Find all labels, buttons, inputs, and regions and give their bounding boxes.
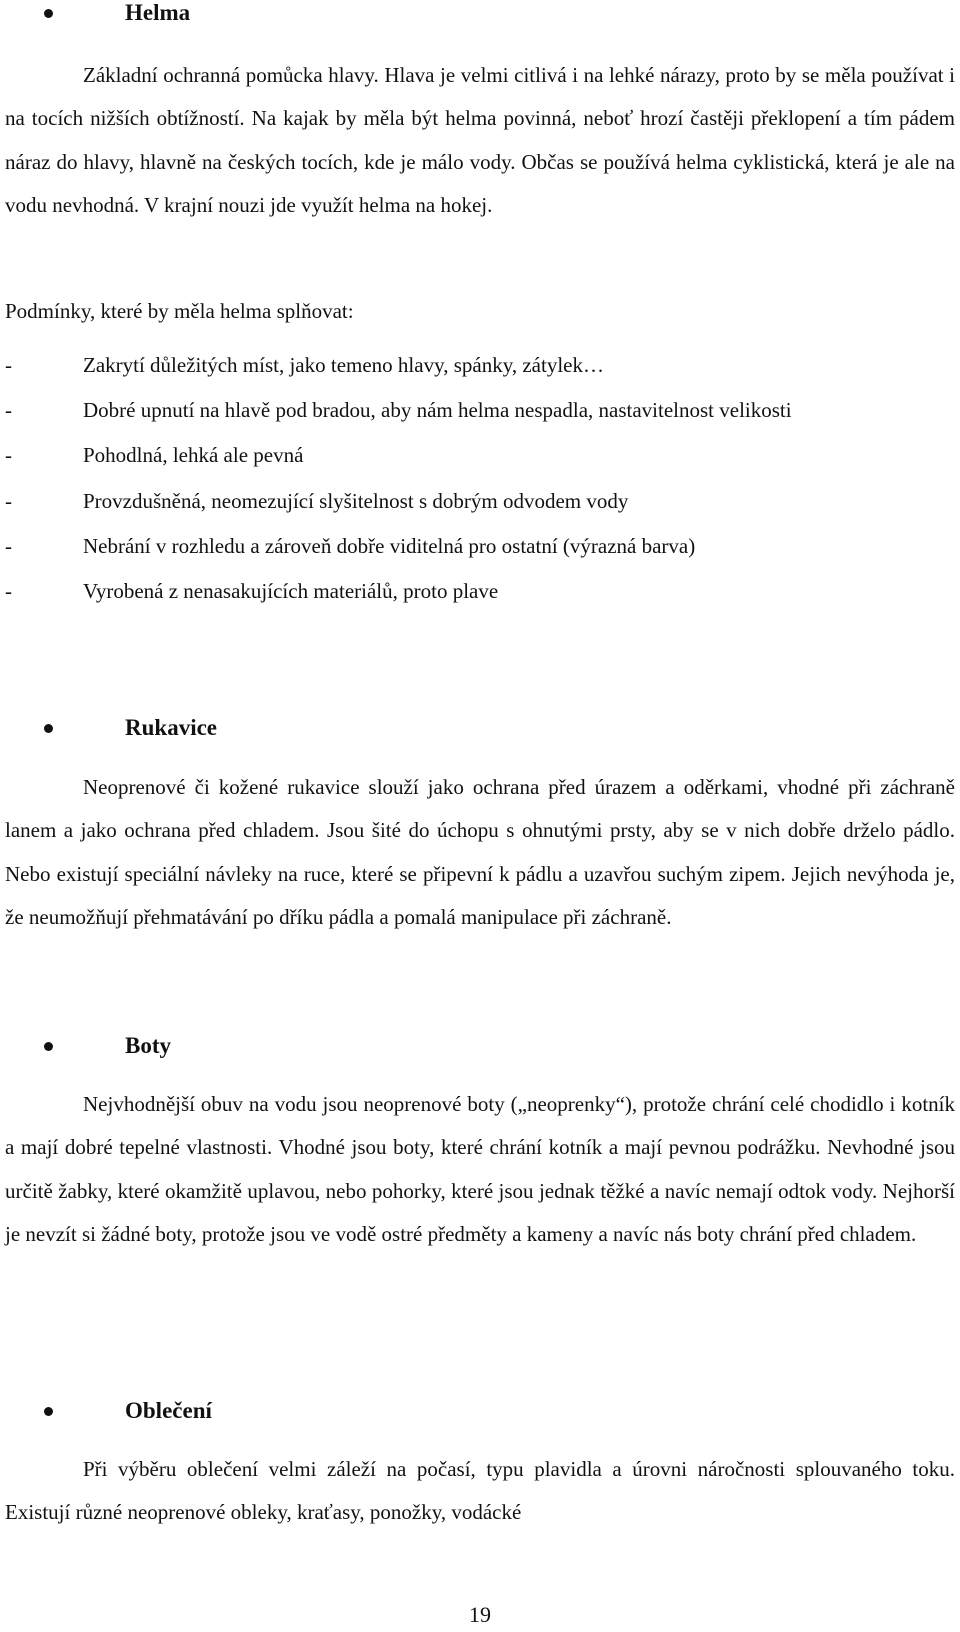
bullet-icon: [44, 1042, 53, 1051]
dash-icon: -: [5, 398, 12, 423]
heading-text: Rukavice: [125, 715, 217, 740]
list-item: - Vyrobená z nenasakujících materiálů, proto plave: [0, 569, 960, 614]
list-item: - Nebrání v rozhledu a zároveň dobře viditelná pro ostatní (výrazná barva): [0, 524, 960, 569]
heading-text: Oblečení: [125, 1398, 212, 1423]
dash-icon: -: [5, 533, 12, 558]
list-item: - Pohodlná, lehká ale pevná: [0, 433, 960, 478]
section-heading-helma: [0, 0, 960, 30]
bullet-icon: [44, 1407, 53, 1416]
section-heading-rukavice: [0, 711, 960, 745]
conditions-list: [0, 343, 960, 614]
list-item: - Provzdušněná, neomezující slyšitelnost s dobrým odvodem vody: [0, 479, 960, 524]
heading-text: Boty: [125, 1033, 171, 1058]
list-item: - Dobré upnutí na hlavě pod bradou, aby nám helma nespadla, nastavitelnost velikosti: [0, 388, 960, 433]
dash-icon: -: [5, 579, 12, 604]
bullet-icon: [44, 9, 53, 18]
heading-text: Helma: [125, 0, 191, 25]
page-number: 19: [469, 1602, 491, 1627]
list-item: - Zakrytí důležitých míst, jako temeno hlavy, spánky, zátylek…: [0, 343, 960, 388]
dash-icon: -: [5, 443, 12, 468]
bullet-icon: [44, 724, 53, 733]
section-heading-obleceni: [0, 1394, 960, 1428]
section-heading-boty: [0, 1029, 960, 1063]
dash-icon: -: [5, 488, 12, 513]
paragraph-helma: Základní ochranná pomůcka hlavy. Hlava je velmi citlivá i na lehké nárazy, proto by se měla používat i na tocích nižších obtížností. Na kajak by měla být helma povinná, neboť hrozí častěji překlopení a tím pádem náraz do hlavy, hlavně na českých tocích, kde je málo vody. Občas se používá helma cyklistická, která je ale na vodu nevhodná. V krajní nouzi jde využít helma na hokej.: [5, 63, 955, 218]
paragraph-boty: Nejvhodnější obuv na vodu jsou neoprenové boty („neoprenky“), protože chrání celé chodidlo i kotník a mají dobré tepelné vlastnosti. Vhodné jsou boty, které chrání kotník a mají pevnou podrážku. Nevhodné jsou určitě žabky, které okamžitě uplavou, nebo pohorky, které jsou jednak těžké a navíc nemají odtok vody. Nejhorší je nevzít si žádné boty, protože jsou ve vodě ostré předměty a kameny a navíc nás boty chrání před chladem.: [5, 1092, 955, 1247]
paragraph-obleceni: Při výběru oblečení velmi záleží na počasí, typu plavidla a úrovni náročnosti splouvaného toku. Existují různé neoprenové obleky, kraťasy, ponožky, vodácké: [5, 1457, 955, 1525]
paragraph-rukavice: Neoprenové či kožené rukavice slouží jako ochrana před úrazem a oděrkami, vhodné při záchraně lanem a jako ochrana před chladem. Jsou šité do úchopu s ohnutými prsty, aby se v nich dobře drželo pádlo. Nebo existují speciální návleky na ruce, které se připevní k pádlu a uzavřou suchým zipem. Jejich nevýhoda je, že neumožňují přehmatávání po dříku pádla a pomalá manipulace při záchraně.: [5, 775, 955, 930]
conditions-intro: Podmínky, které by měla helma splňovat:: [5, 299, 354, 323]
dash-icon: -: [5, 353, 12, 377]
